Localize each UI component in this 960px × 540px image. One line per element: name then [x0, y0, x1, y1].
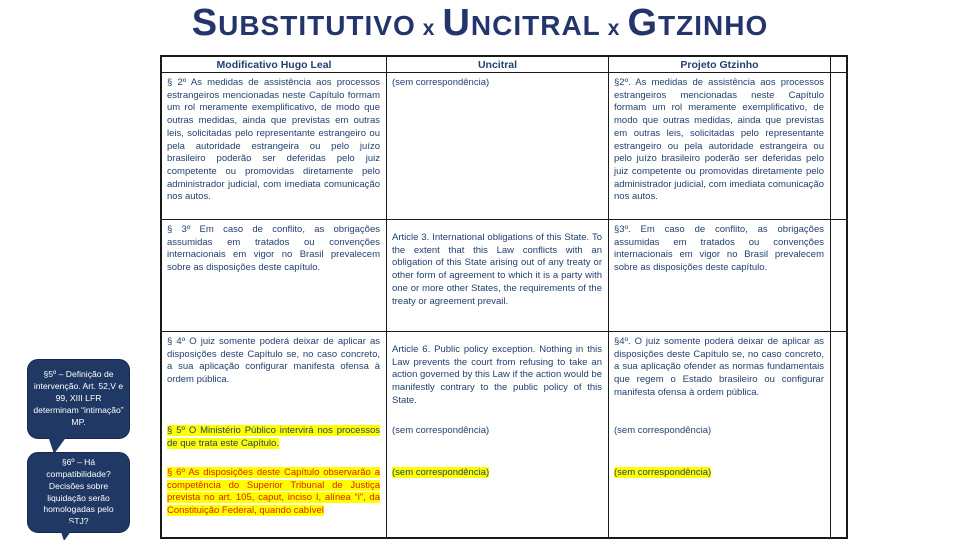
- title-word-3: TZINHO: [658, 10, 769, 41]
- cell-r4-spacer: [831, 421, 846, 463]
- column-header-uncitral: Uncitral: [387, 57, 609, 73]
- cell-r5-gtzinho: [609, 463, 831, 537]
- title-word-2: NCITRAL: [470, 10, 601, 41]
- callout-paragraph-5-text: §5º – Definição de intervenção. Art. 52,V e 99, XIII LFR determinam “intimação” MP.: [33, 369, 124, 427]
- highlighted-text: § 5º O Ministério Público intervirá nos processos de que trata este Capítulo.: [167, 425, 380, 449]
- cell-r1-uncitral: (sem correspondência): [387, 73, 609, 220]
- highlighted-alert-text: § 6º As disposições deste Capítulo observarão a competência do Superior Tribunal de Justiça prevista no art. 105, caput, inciso I, alínea “i”, da Constituição Federal, quando cabível: [167, 467, 380, 517]
- column-header-hugo-leal: Modificativo Hugo Leal: [162, 57, 387, 73]
- highlighted-text: (sem correspondência): [392, 467, 490, 478]
- cell-r1-spacer: [831, 73, 846, 220]
- speech-bubble-tail-icon: [58, 523, 77, 540]
- cell-r3-spacer: [831, 332, 846, 421]
- cell-r5-uncitral: [387, 463, 609, 537]
- title-separator-2: x: [607, 17, 621, 40]
- cell-r4-gtzinho: (sem correspondência): [609, 421, 831, 463]
- column-header-gtzinho: Projeto Gtzinho: [609, 57, 831, 73]
- cell-r2-uncitral: Article 3. International obligations of this State. To the extent that this Law conflicts with an obligation of this State arising out of any treaty or other form of agreement to which it is a party with one or more other States, the requirements of the treaty or agreement prevail.: [387, 220, 609, 332]
- title-initial-2: U: [442, 2, 471, 44]
- cell-r4-uncitral: (sem correspondência): [387, 421, 609, 463]
- column-header-spacer: [831, 57, 846, 73]
- title-word-1: UBSTITUTIVO: [218, 10, 416, 41]
- cell-r1-hugo-leal: § 2º As medidas de assistência aos processos estrangeiros mencionadas neste Capítulo formam um rol meramente exemplificativo, de modo que outras medidas, ainda que previstas em outras leis, solicitadas pelo representante estrangeiro ou pela autoridade estrangeira ou pelo juízo brasileiro poderão ser deferidas pelo juiz competente ou promovidas diretamente pelo administrador judicial, com imediata comunicação nos autos.: [162, 73, 387, 220]
- callout-paragraph-6: [27, 452, 130, 533]
- cell-r2-spacer: [831, 220, 846, 332]
- cell-r2-hugo-leal: § 3º Em caso de conflito, as obrigações assumidas em tratados ou convenções internacionais em vigor no Brasil prevalecem sobre as disposições deste capítulo.: [162, 220, 387, 332]
- callout-paragraph-5: [27, 359, 130, 439]
- cell-r4-hugo-leal: [162, 421, 387, 463]
- cell-r5-hugo-leal: [162, 463, 387, 537]
- comparison-table: [160, 55, 848, 539]
- title-initial-1: S: [191, 2, 219, 44]
- cell-r2-gtzinho: §3º. Em caso de conflito, as obrigações assumidas em tratados ou convenções internacionais em vigor no Brasil prevalecem sobre as disposições deste capítulo.: [609, 220, 831, 332]
- title-initial-3: G: [627, 2, 659, 44]
- cell-r3-uncitral: Article 6. Public policy exception. Nothing in this Law prevents the court from refusing to take an action governed by this Law if the action would be manifestly contrary to the public policy of this State.: [387, 332, 609, 421]
- highlighted-text: (sem correspondência): [614, 467, 712, 478]
- cell-r3-hugo-leal: § 4º O juiz somente poderá deixar de aplicar as disposições deste Capítulo se, no caso concreto, a sua aplicação configurar manifesta ofensa à ordem pública.: [162, 332, 387, 421]
- cell-r3-gtzinho: §4º. O juiz somente poderá deixar de aplicar as disposições deste Capítulo se, no caso concreto, a sua aplicação ofender as normas fundamentais que regem o Estado brasileiro ou configurar manifesta ofensa à ordem pública.: [609, 332, 831, 421]
- title-separator-1: x: [422, 17, 436, 40]
- cell-r5-spacer: [831, 463, 846, 537]
- callout-paragraph-6-text: §6º – Há compatibilidade? Decisões sobre liquidação serão homologadas pelo STJ?: [43, 456, 114, 527]
- page-title: [0, 2, 960, 45]
- cell-r1-gtzinho: §2º. As medidas de assistência aos processos estrangeiros mencionadas neste Capítulo formam um rol meramente exemplificativo, de modo que outras medidas, ainda que previstas em outras leis, solicitadas pelo representante estrangeiro ou pela autoridade estrangeira ou pelo juízo brasileiro poderão ser deferidas pelo juiz competente ou promovidas diretamente pelo administrador judicial, com imediata comunicação nos autos.: [609, 73, 831, 220]
